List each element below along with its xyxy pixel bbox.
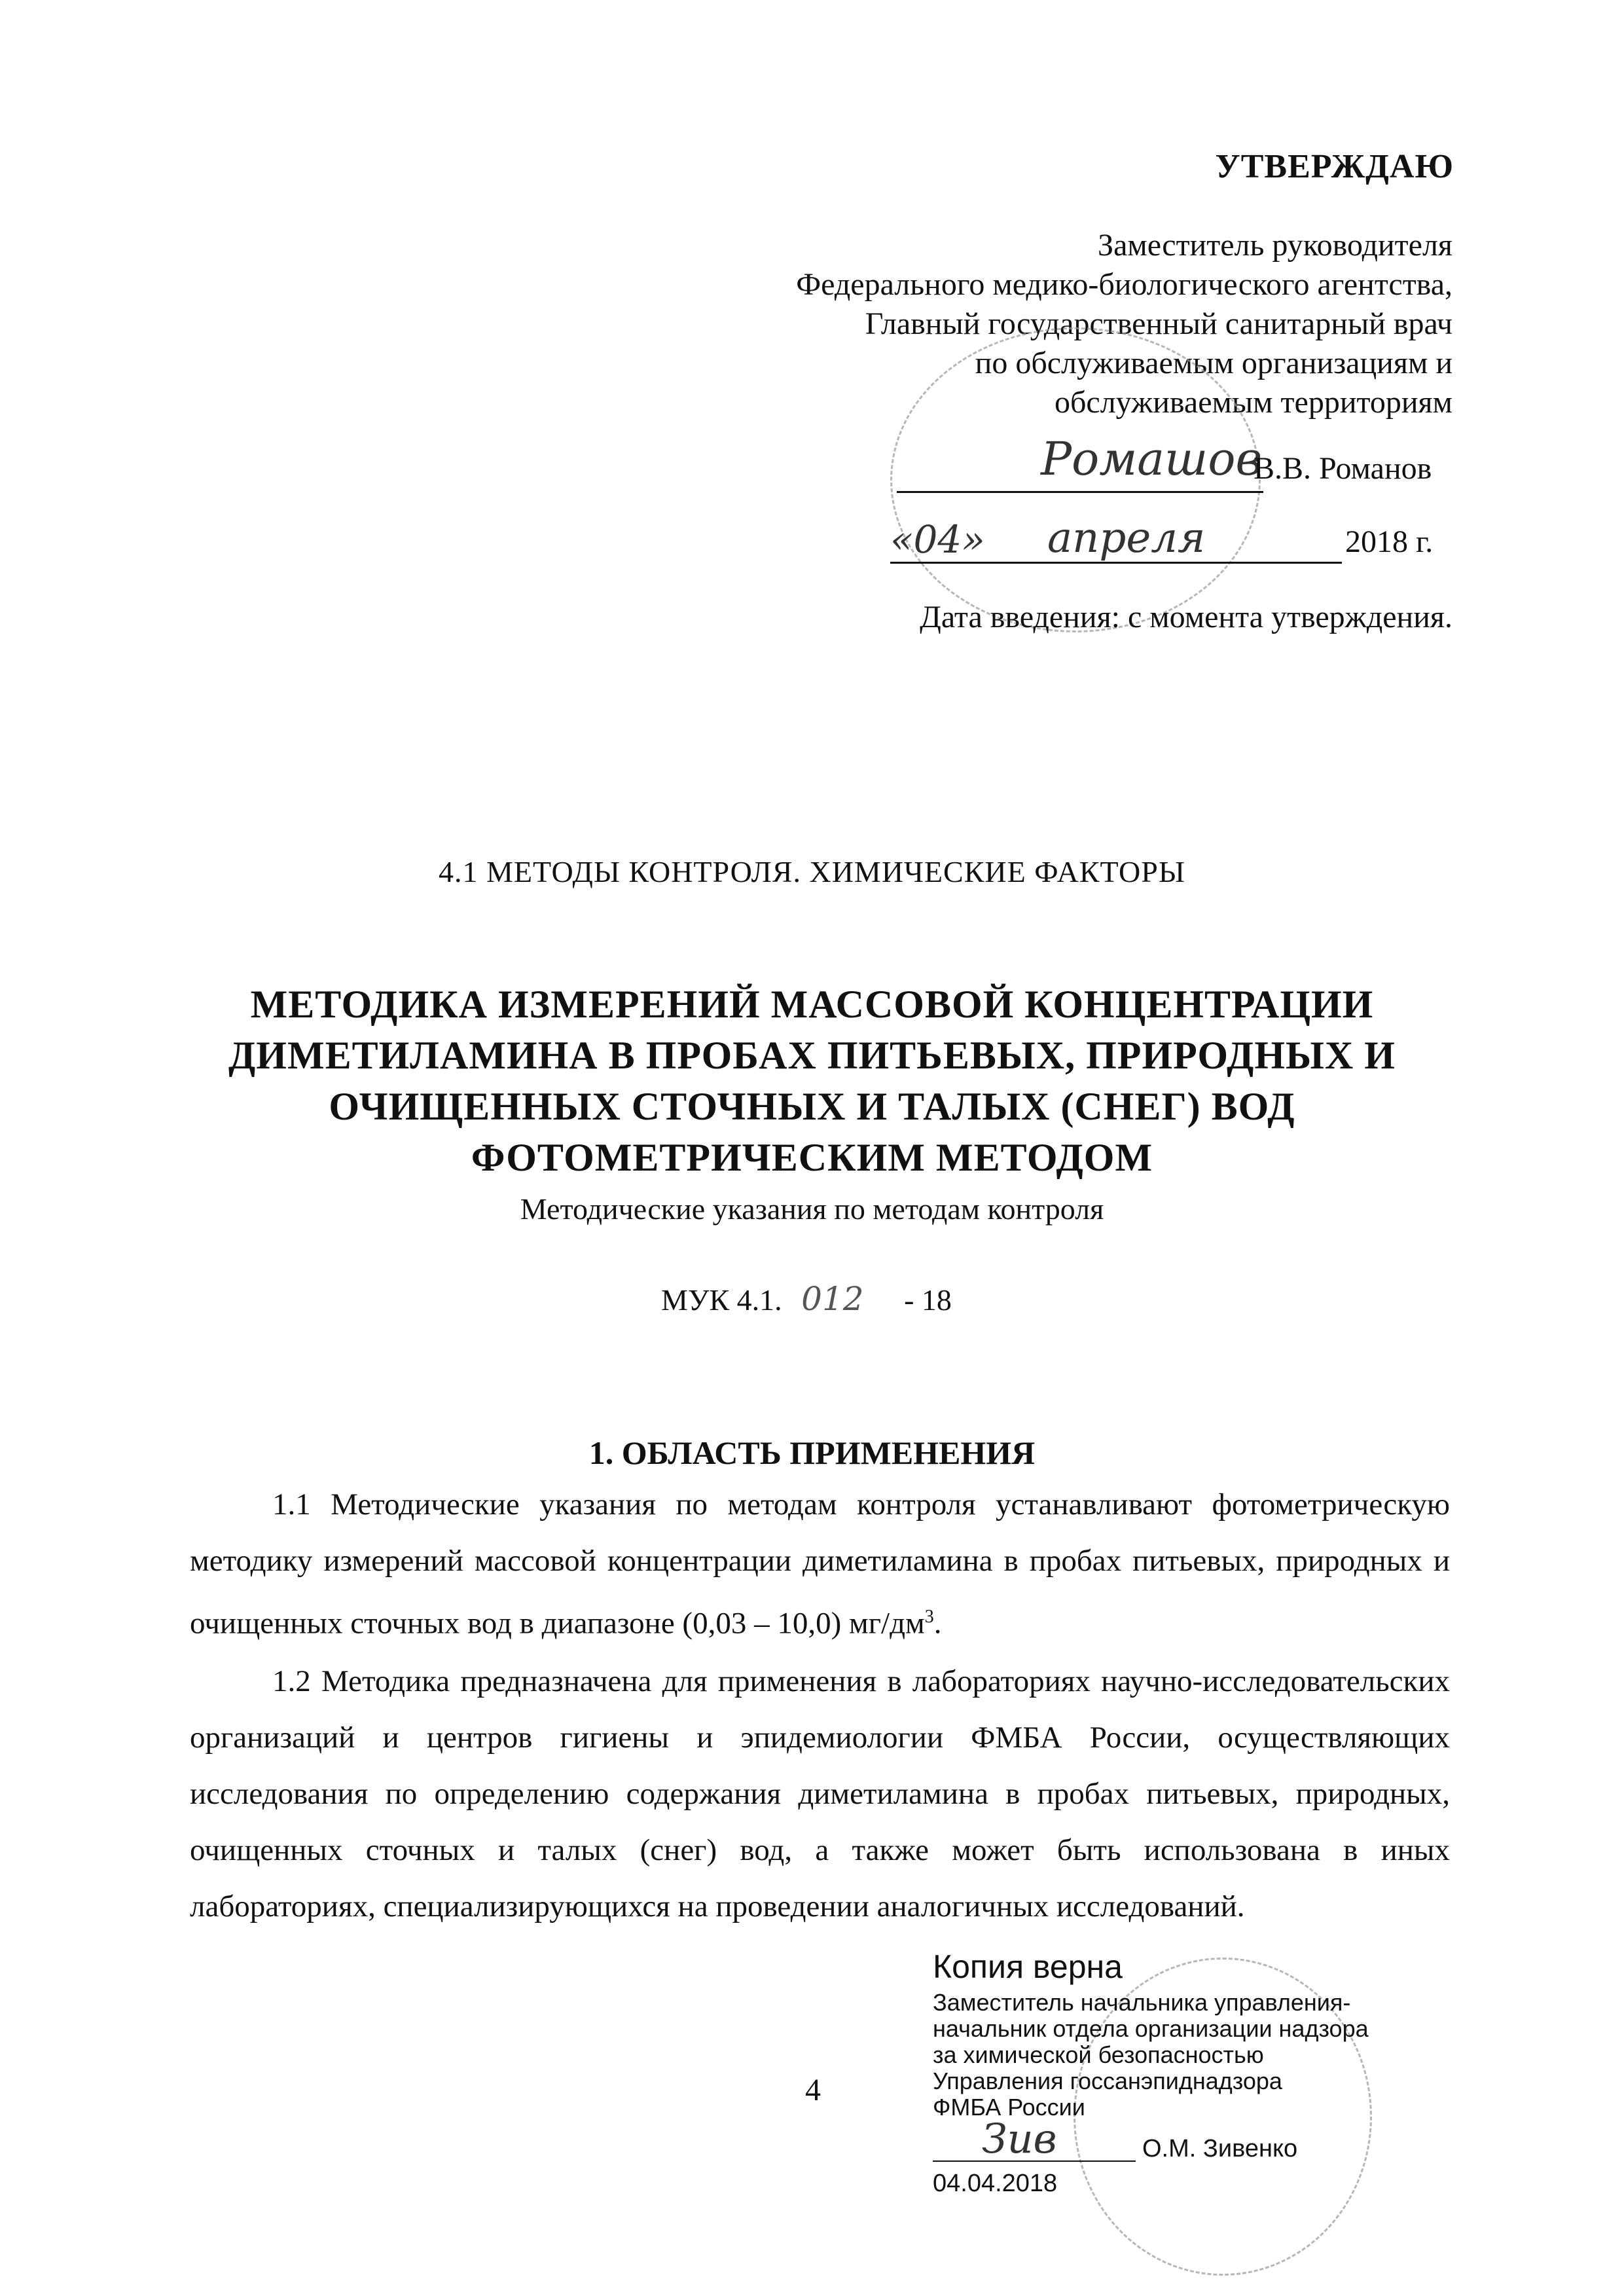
copy-line-1: Заместитель начальника управления- <box>933 1989 1351 2016</box>
copy-date: 04.04.2018 <box>933 2170 1058 2197</box>
paragraph-1-1-end: . <box>933 1606 942 1641</box>
code-number: 012 <box>801 1280 864 1318</box>
copy-title: Копия верна <box>933 1948 1123 1985</box>
approval-line-2: Федерального медико-биологического агентства, <box>796 267 1453 302</box>
code-suffix: - 18 <box>904 1283 952 1317</box>
title-line-1: МЕТОДИКА ИЗМЕРЕНИЙ МАССОВОЙ КОНЦЕНТРАЦИИ <box>250 983 1374 1026</box>
document-title <box>0 979 1624 1183</box>
date-day: «04» <box>890 517 985 562</box>
approval-line-3: Главный государственный санитарный врач <box>865 306 1453 341</box>
paragraph-1-1-sup: 3 <box>924 1607 934 1627</box>
copy-line-2: начальник отдела организации надзора <box>933 2015 1369 2042</box>
approval-signature: Ромашов <box>1041 432 1263 486</box>
approval-signatory: В.В. Романов <box>1254 451 1432 486</box>
copy-line-5: ФМБА России <box>933 2094 1085 2121</box>
date-year: 2018 г. <box>1345 524 1434 559</box>
title-line-4: ФОТОМЕТРИЧЕСКИМ МЕТОДОМ <box>471 1136 1153 1179</box>
paragraph-1-1-text: 1.1 Методические указания по методам контроля устанавливают фотометрическую методику измерений массовой концентрации диметиламина в пробах питьевых, природных и очищенных сточных вод в диапазоне (0,03 – 10,0) мг/дм <box>190 1487 1450 1641</box>
approval-line-5: обслуживаемым территориям <box>1055 385 1453 420</box>
paragraph-1-1 <box>190 1476 1450 1652</box>
copy-line-3: за химической безопасностью <box>933 2041 1264 2068</box>
document-code <box>661 1280 952 1318</box>
effective-date: Дата введения: с момента утверждения. <box>920 600 1453 634</box>
page-number: 4 <box>805 2073 821 2107</box>
section-1-heading: 1. ОБЛАСТЬ ПРИМЕНЕНИЯ <box>588 1434 1036 1471</box>
copy-signature: Зив <box>982 2115 1057 2162</box>
approval-line-4: по обслуживаемым организациям и <box>975 346 1453 380</box>
title-line-2: ДИМЕТИЛАМИНА В ПРОБАХ ПИТЬЕВЫХ, ПРИРОДНЫХ И <box>228 1034 1396 1077</box>
paragraph-1-2: 1.2 Методика предназначена для применения в лабораториях научно-исследовательских организаций и центров гигиены и эпидемиологии ФМБА России, осуществляющих исследования по определению содержания диметиламина в пробах питьевых, природных, очищенных сточных и талых (снег) вод, а также может быть использована в иных лабораториях, специализирующихся на проведении аналогичных исследований. <box>190 1664 1450 1923</box>
date-line <box>890 562 1342 564</box>
signature-line <box>897 491 1263 493</box>
code-prefix: МУК 4.1. <box>661 1283 782 1317</box>
copy-line-4: Управления госсанэпиднадзора <box>933 2068 1282 2094</box>
section-heading: 4.1 МЕТОДЫ КОНТРОЛЯ. ХИМИЧЕСКИЕ ФАКТОРЫ <box>439 855 1185 888</box>
copy-signatory: О.М. Зивенко <box>1142 2135 1298 2162</box>
approval-line-1: Заместитель руководителя <box>1098 228 1453 263</box>
approval-heading: УТВЕРЖДАЮ <box>1215 148 1454 185</box>
title-line-3: ОЧИЩЕННЫХ СТОЧНЫХ И ТАЛЫХ (СНЕГ) ВОД <box>329 1085 1295 1128</box>
document-subtitle: Методические указания по методам контроля <box>520 1192 1104 1226</box>
date-month: апреля <box>1047 514 1206 562</box>
copy-stamp <box>933 1948 1369 2121</box>
